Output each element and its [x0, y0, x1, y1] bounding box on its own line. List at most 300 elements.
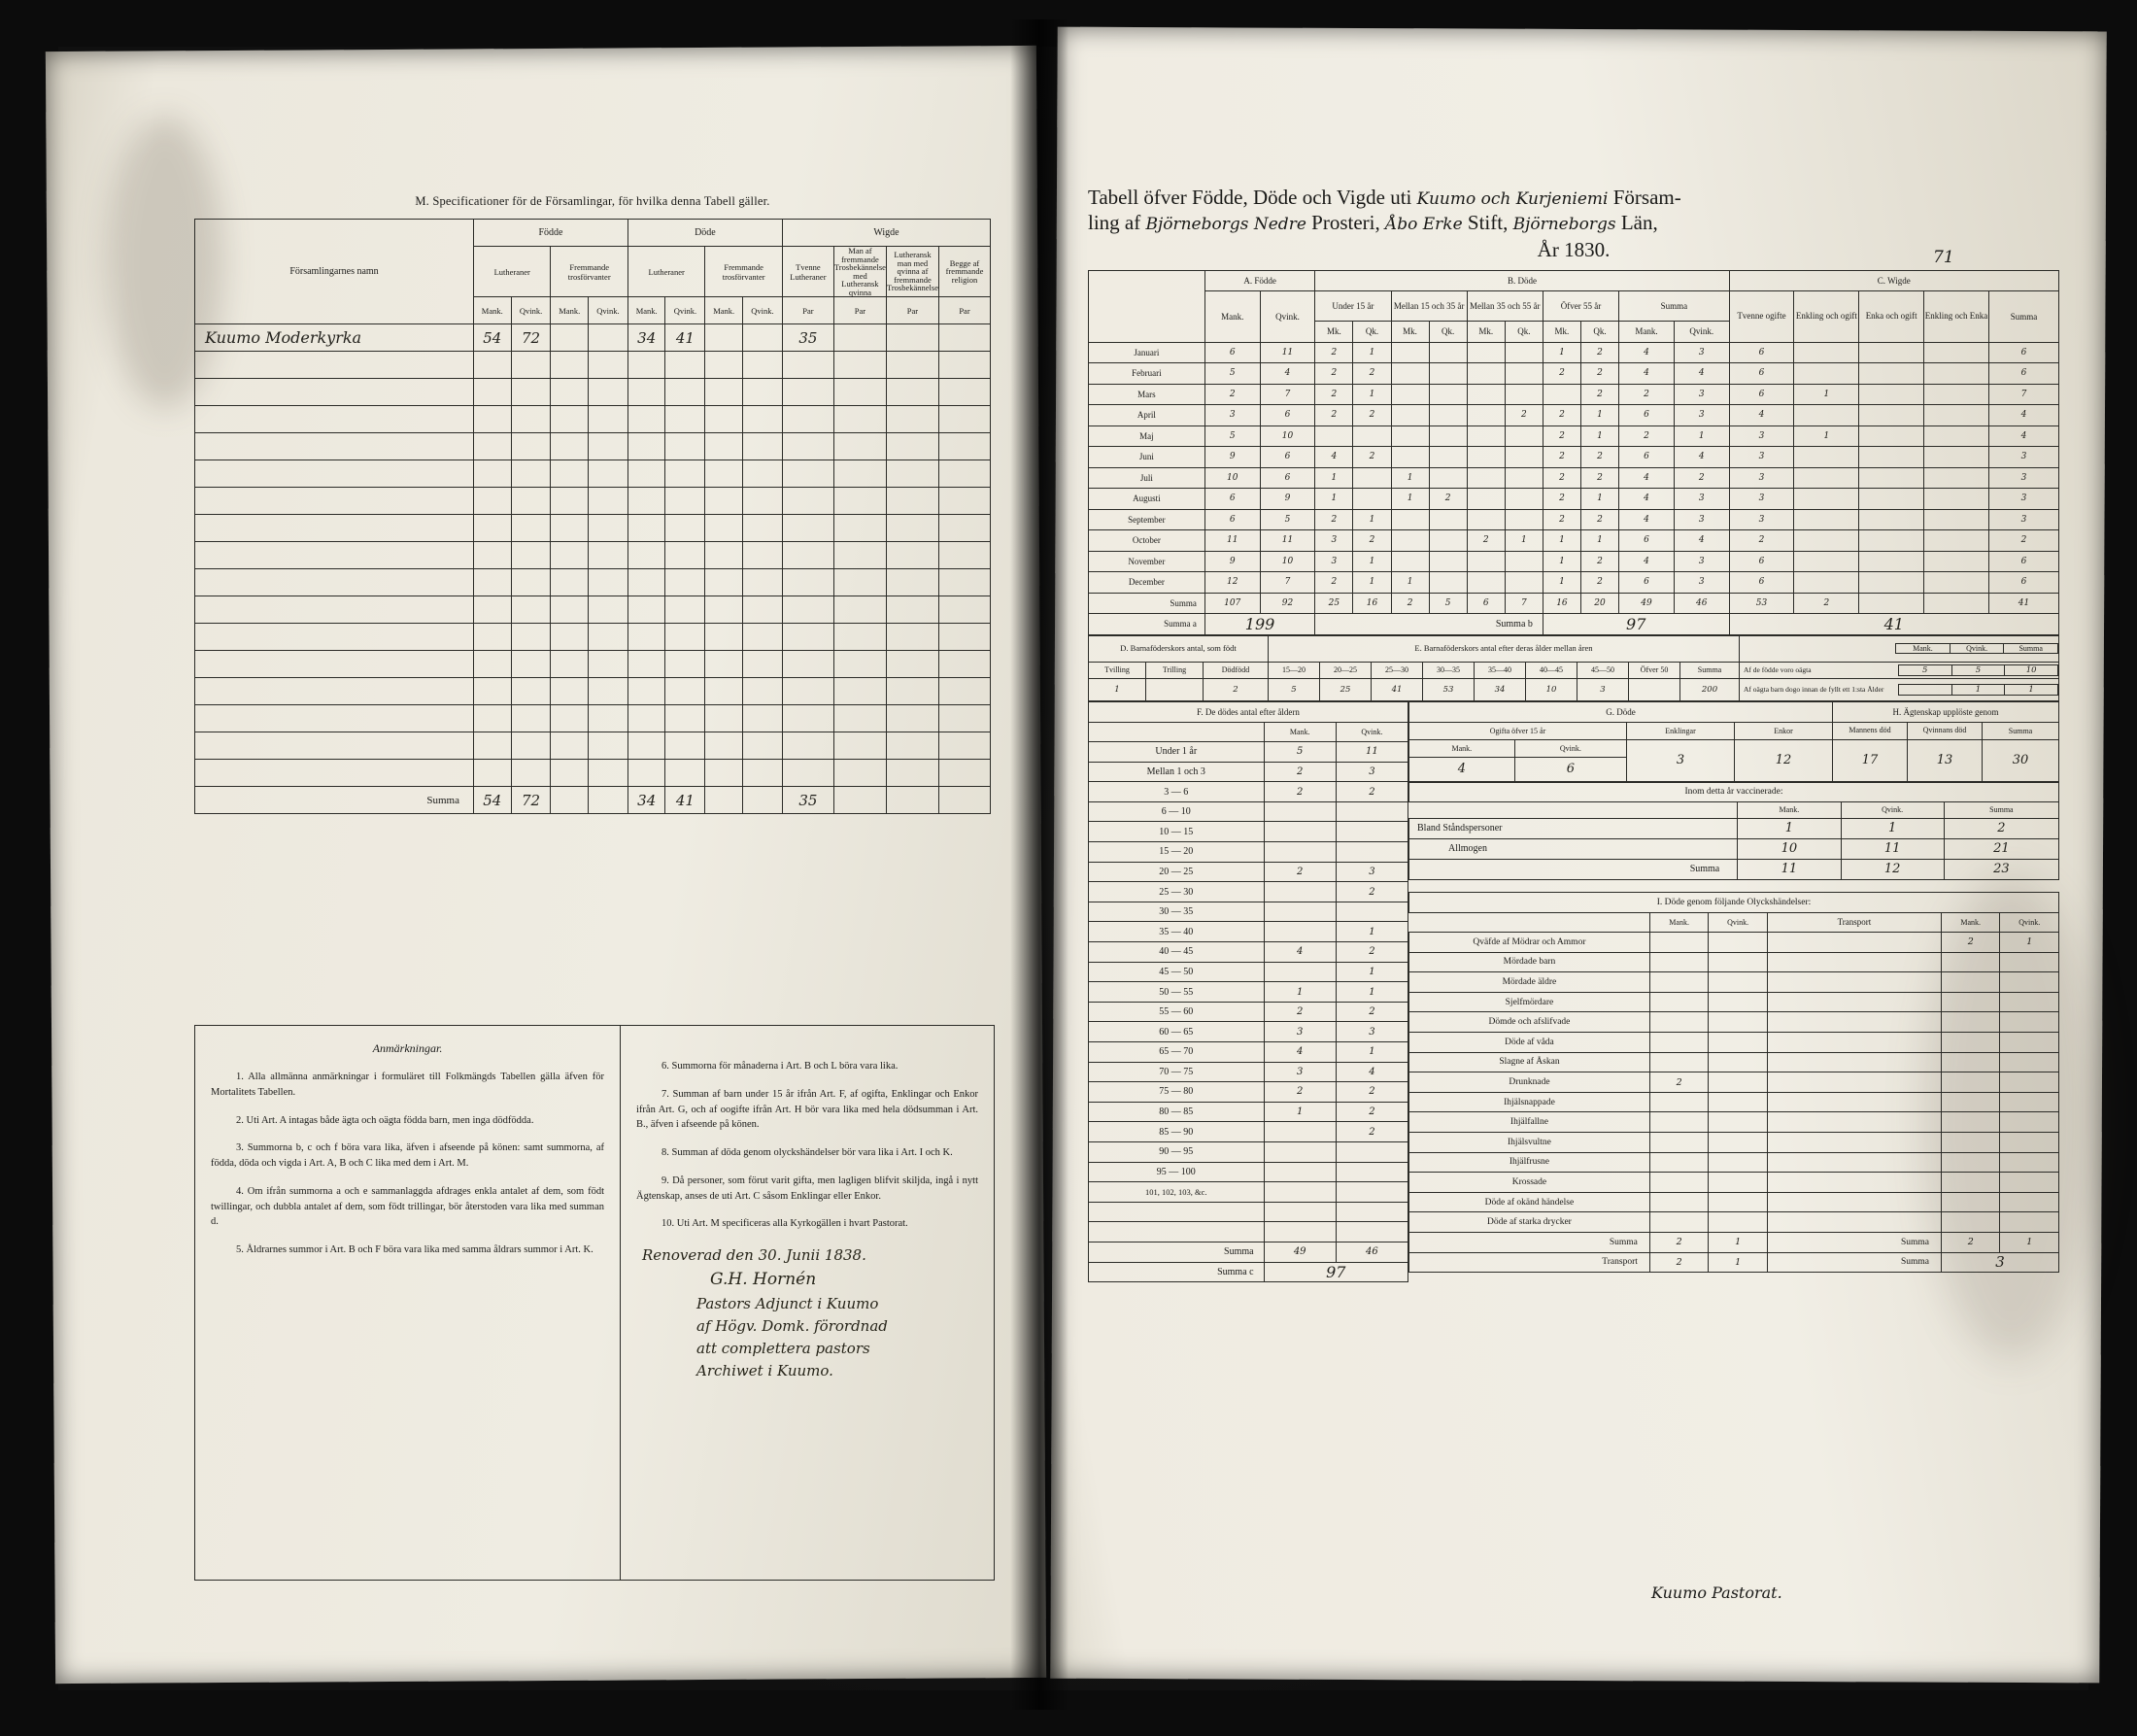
- e-val-8: [1629, 678, 1680, 700]
- f-m: [1264, 882, 1336, 902]
- month-label: December: [1089, 572, 1205, 594]
- oagta-row1-label: Af de födde voro oägta: [1744, 664, 1812, 674]
- cell-d6: [1505, 572, 1543, 594]
- cell-d8: 2: [1580, 551, 1618, 572]
- specification-table: [194, 219, 991, 814]
- cell-d8: 1: [1580, 405, 1618, 426]
- cell: [833, 624, 886, 651]
- cell-w4: [1924, 509, 1989, 530]
- i-row: [1409, 1173, 2059, 1193]
- right-page-content: [1088, 185, 2059, 1282]
- cell: [742, 488, 782, 515]
- f-row: [1089, 801, 1408, 822]
- f-row: [1089, 1022, 1408, 1042]
- cell: [474, 732, 512, 760]
- cell: [551, 596, 589, 624]
- cell: [665, 651, 705, 678]
- month-label: Maj: [1089, 425, 1205, 447]
- i-right-m: [1942, 1192, 2000, 1212]
- i-right-label: [1767, 1212, 1941, 1233]
- f-row: [1089, 1102, 1408, 1122]
- f-row: [1089, 1042, 1408, 1063]
- i-transport-m: 2: [1942, 933, 2000, 953]
- cell-d2: 2: [1353, 530, 1391, 552]
- f-row: [1089, 842, 1408, 863]
- cell: [705, 569, 743, 596]
- month-label: Juli: [1089, 467, 1205, 489]
- cell-d8: 1: [1580, 530, 1618, 552]
- cell: [742, 542, 782, 569]
- cell: [833, 569, 886, 596]
- f-m: 4: [1264, 1042, 1336, 1063]
- row-fodde-frem-m: [551, 324, 589, 352]
- header-par-2: Par: [833, 297, 886, 324]
- cell: [742, 379, 782, 406]
- cell: [551, 460, 589, 488]
- cell: [195, 542, 474, 569]
- group-b-header: B. Döde: [1315, 270, 1729, 291]
- cell-w3: [1859, 467, 1924, 489]
- cell-sum-m: 4: [1619, 363, 1675, 385]
- cell-fodde-m: 6: [1204, 342, 1260, 363]
- cell-d6: [1505, 509, 1543, 530]
- cell: [886, 705, 938, 732]
- cell: [511, 651, 551, 678]
- header-wigde-enkling-enka: Enkling och Enka: [1924, 291, 1989, 343]
- i-transport-row: [1409, 1252, 2059, 1273]
- vacc-summa-s: 23: [1944, 859, 2058, 879]
- i-m: [1649, 992, 1708, 1012]
- cell-w-sum: 6: [1988, 342, 2058, 363]
- cell-w3: [1859, 572, 1924, 594]
- cell-fodde-m: 6: [1204, 509, 1260, 530]
- cell-d4: [1429, 363, 1467, 385]
- f-empty-m: [1264, 1222, 1336, 1242]
- cell: [742, 705, 782, 732]
- f-m: [1264, 822, 1336, 842]
- f-age-label: 85 — 90: [1089, 1122, 1265, 1142]
- cell: [665, 569, 705, 596]
- cell-sum-k: 3: [1674, 572, 1729, 594]
- summa-row: [195, 787, 991, 814]
- cell-d8: 2: [1580, 572, 1618, 594]
- cell-d6: [1505, 467, 1543, 489]
- i-label: Döde af våda: [1409, 1033, 1650, 1053]
- summa-fodde-luth-m: 54: [474, 787, 512, 814]
- cell: [589, 433, 628, 460]
- summa-b-value: 97: [1543, 614, 1729, 635]
- f-k: 2: [1336, 882, 1408, 902]
- cell-d5: [1467, 509, 1505, 530]
- cell-d7: 2: [1543, 425, 1580, 447]
- title-handwritten-parish: Kuumo och Kurjeniemi: [1416, 189, 1609, 209]
- cell-w1: 3: [1729, 447, 1794, 468]
- cell-w-sum: 4: [1988, 425, 2058, 447]
- cell: [195, 515, 474, 542]
- vacc-summa-m: 11: [1738, 859, 1841, 879]
- cell-w2: [1794, 363, 1859, 385]
- cell-fodde-k: 10: [1260, 425, 1315, 447]
- cell: [665, 760, 705, 787]
- cell: [474, 379, 512, 406]
- f-k: 4: [1336, 1062, 1408, 1082]
- f-age-label: 65 — 70: [1089, 1042, 1265, 1063]
- cell-d1: 2: [1315, 509, 1353, 530]
- f-row: [1089, 1082, 1408, 1103]
- header-fodde-fremmande: Fremmande trosförvanter: [551, 247, 628, 297]
- cell-d3: 1: [1391, 572, 1429, 594]
- cell: [511, 732, 551, 760]
- cell-d2: 1: [1353, 342, 1391, 363]
- header-wigde-summa: Summa: [1988, 291, 2058, 343]
- cell: [742, 406, 782, 433]
- cell-w4: [1924, 447, 1989, 468]
- i-transport-bottom-m: 2: [1649, 1252, 1708, 1273]
- i-m: [1649, 933, 1708, 953]
- f-m: 4: [1264, 942, 1336, 963]
- month-label: October: [1089, 530, 1205, 552]
- i-col-mank: Mank.: [1649, 912, 1708, 933]
- table-row: [195, 705, 991, 732]
- cell-d4: [1429, 551, 1467, 572]
- cell: [705, 406, 743, 433]
- cell-d1: 2: [1315, 342, 1353, 363]
- cell: [665, 705, 705, 732]
- month-label: Mars: [1089, 384, 1205, 405]
- signature-line-5: att complettera pastors: [696, 1340, 870, 1358]
- f-k: 1: [1336, 962, 1408, 982]
- d-val-trilling: [1146, 678, 1204, 700]
- oagta-row1-m: 5: [1898, 664, 1951, 675]
- summa-wigde-bagge: [939, 787, 991, 814]
- f-age-label: 20 — 25: [1089, 862, 1265, 882]
- cell-w1: 4: [1729, 405, 1794, 426]
- cell: [886, 732, 938, 760]
- i-summa-left-m: 2: [1649, 1233, 1708, 1253]
- cell: [551, 406, 589, 433]
- i-right-k: [2000, 992, 2059, 1012]
- i-m: [1649, 1192, 1708, 1212]
- i-label: Döde af okänd händelse: [1409, 1192, 1650, 1212]
- cell: [511, 488, 551, 515]
- cell-fodde-k: 9: [1260, 489, 1315, 510]
- i-summa-label: Summa: [1409, 1233, 1650, 1253]
- header-qk-3555: Qk.: [1505, 322, 1543, 343]
- cell: [705, 379, 743, 406]
- summa-a-label: Summa a: [1089, 614, 1205, 635]
- summa-dode-frem-m: [705, 787, 743, 814]
- summa-a-value: 199: [1204, 614, 1315, 635]
- cell: [628, 379, 665, 406]
- f-row: [1089, 1002, 1408, 1022]
- f-k: 3: [1336, 862, 1408, 882]
- cell: [474, 433, 512, 460]
- cell: [742, 433, 782, 460]
- cell: [551, 760, 589, 787]
- cell-w4: [1924, 363, 1989, 385]
- group-c-header: C. Wigde: [1729, 270, 2058, 291]
- cell: [628, 705, 665, 732]
- oagta-row2-m: [1898, 684, 1951, 695]
- cell-fodde-m: 5: [1204, 425, 1260, 447]
- vacc-label-allmogen: Allmogen: [1409, 838, 1738, 859]
- cell-w2: 1: [1794, 425, 1859, 447]
- cell: [886, 596, 938, 624]
- header-fodde-qvink: Qvink.: [1260, 291, 1315, 343]
- g-title: G. Döde: [1409, 701, 1833, 722]
- block-e-title: E. Barnaföderskors antal efter deras ålder mellan åren: [1269, 635, 1740, 662]
- cell-sum-m: 6: [1619, 572, 1675, 594]
- i-summa-label-right: Summa: [1767, 1233, 1941, 1253]
- f-summa-row: [1089, 1242, 1408, 1262]
- header-wigde-enka-ogift: Enka och ogift: [1859, 291, 1924, 343]
- cell-d7: 1: [1543, 342, 1580, 363]
- vaccination-table: [1408, 782, 2059, 880]
- g-val-k: 6: [1514, 757, 1626, 781]
- f-m: [1264, 1182, 1336, 1203]
- cell: [628, 651, 665, 678]
- f-row: [1089, 782, 1408, 802]
- summa-wigde-man: [833, 787, 886, 814]
- cell: [886, 760, 938, 787]
- cell: [782, 651, 833, 678]
- cell: [195, 406, 474, 433]
- cell-d4: [1429, 572, 1467, 594]
- title-part-5: Stift,: [1467, 211, 1509, 235]
- cell-w1: 3: [1729, 425, 1794, 447]
- f-age-label: 80 — 85: [1089, 1102, 1265, 1122]
- month-label: Januari: [1089, 342, 1205, 363]
- signature-line-3: Pastors Adjunct i Kuumo: [696, 1294, 879, 1312]
- title-part-2: Försam-: [1612, 186, 1681, 209]
- cell: [474, 406, 512, 433]
- cell: [939, 379, 991, 406]
- oagta-row2-s: 1: [2005, 684, 2058, 695]
- summa-c-value: 41: [1729, 614, 2058, 635]
- signature-line-2: G.H. Hornén: [710, 1270, 817, 1290]
- oagta-row1-k: 5: [1951, 664, 2005, 675]
- block-f: [1088, 701, 1408, 1283]
- f-k: [1336, 822, 1408, 842]
- cell-w-sum: 7: [1988, 384, 2058, 405]
- f-m: [1264, 1122, 1336, 1142]
- row-dode-frem-m: [705, 324, 743, 352]
- e-val-summa: 200: [1680, 678, 1740, 700]
- f-age-label: 35 — 40: [1089, 922, 1265, 942]
- cell: [589, 760, 628, 787]
- cell-d3: [1391, 363, 1429, 385]
- h-val-mannens: 17: [1833, 739, 1908, 781]
- month-row: [1089, 551, 2059, 572]
- cell: [939, 651, 991, 678]
- cell: [833, 406, 886, 433]
- summa-w-sum: 41: [1988, 593, 2058, 614]
- cell: [589, 732, 628, 760]
- table-row: [195, 324, 991, 352]
- cell: [474, 678, 512, 705]
- f-row: [1089, 982, 1408, 1003]
- cell: [705, 488, 743, 515]
- f-age-label: 40 — 45: [1089, 942, 1265, 963]
- summa-dode-luth-m: 34: [628, 787, 665, 814]
- i-right-m: [1942, 1052, 2000, 1072]
- f-row: [1089, 742, 1408, 763]
- h-val-summa: 30: [1983, 739, 2059, 781]
- i-right-m: [1942, 952, 2000, 972]
- cell: [511, 760, 551, 787]
- cell-w2: [1794, 489, 1859, 510]
- vacc-row: [1409, 818, 2059, 838]
- f-age-label: 25 — 30: [1089, 882, 1265, 902]
- i-right-m: [1942, 1033, 2000, 1053]
- f-row: [1089, 862, 1408, 882]
- cell-w4: [1924, 342, 1989, 363]
- oagta-header: [1740, 635, 2059, 662]
- cell-w3: [1859, 425, 1924, 447]
- month-label: September: [1089, 509, 1205, 530]
- cell: [742, 515, 782, 542]
- i-right-m: [1942, 1212, 2000, 1233]
- signature-line-6: Archiwet i Kuumo.: [696, 1362, 833, 1380]
- cell-fodde-k: 10: [1260, 551, 1315, 572]
- g-val-enklingar: 3: [1627, 739, 1735, 781]
- i-right-m: [1942, 972, 2000, 993]
- cell-sum-m: 4: [1619, 342, 1675, 363]
- cell-d5: [1467, 342, 1505, 363]
- cell-w4: [1924, 572, 1989, 594]
- f-age-label: 15 — 20: [1089, 842, 1265, 863]
- header-mk-3555: Mk.: [1467, 322, 1505, 343]
- header-fodde-lutheraner: Lutheraner: [474, 247, 551, 297]
- cell: [833, 760, 886, 787]
- i-right-k: [2000, 972, 2059, 993]
- i-right-label: [1767, 1092, 1941, 1112]
- i-right-m: [1942, 1112, 2000, 1133]
- cell-d8: 1: [1580, 489, 1618, 510]
- summa-sum-m: 49: [1619, 593, 1675, 614]
- i-label: Drunknade: [1409, 1072, 1650, 1093]
- cell-d4: [1429, 530, 1467, 552]
- cell: [705, 515, 743, 542]
- cell-d4: [1429, 384, 1467, 405]
- cell: [782, 624, 833, 651]
- cell: [195, 460, 474, 488]
- vacc-summa-label: Summa: [1409, 859, 1738, 879]
- cell-w1: 3: [1729, 467, 1794, 489]
- summa-dode-luth-k: 41: [665, 787, 705, 814]
- cell-w2: [1794, 447, 1859, 468]
- header-mk-o55: Mk.: [1543, 322, 1580, 343]
- i-right-m: [1942, 1012, 2000, 1033]
- cell-fodde-m: 3: [1204, 405, 1260, 426]
- i-right-k: [2000, 1152, 2059, 1173]
- summa-label: Summa: [195, 787, 474, 814]
- header-dode-summa: Summa: [1619, 291, 1730, 322]
- month-row: [1089, 447, 2059, 468]
- cell: [782, 515, 833, 542]
- page-edge-bottom: [0, 1690, 2137, 1736]
- vacc-allm-k: 11: [1841, 838, 1944, 859]
- note-3: 3. Summorna b, c och f böra vara lika, äfven i afseende på könen: samt summorna, af födda, döda och vigda i Art. A, B och C lika med dem i Art. M.: [211, 1142, 604, 1169]
- month-label: Juni: [1089, 447, 1205, 468]
- cell: [511, 515, 551, 542]
- header-wigde: Wigde: [782, 220, 990, 247]
- cell: [195, 732, 474, 760]
- f-empty-k: [1336, 1202, 1408, 1222]
- cell: [782, 542, 833, 569]
- f-summa-c-value: 97: [1264, 1262, 1408, 1282]
- cell-fodde-m: 9: [1204, 551, 1260, 572]
- cell: [742, 732, 782, 760]
- f-row: [1089, 1122, 1408, 1142]
- f-age-label: 45 — 50: [1089, 962, 1265, 982]
- i-row: [1409, 1212, 2059, 1233]
- i-label: Krossade: [1409, 1173, 1650, 1193]
- i-right-label: [1767, 1133, 1941, 1153]
- title-part-1: Tabell öfver Födde, Döde och Vigde uti: [1088, 186, 1412, 209]
- cell-w-sum: 3: [1988, 467, 2058, 489]
- f-row: [1089, 882, 1408, 902]
- f-k: [1336, 902, 1408, 922]
- cell-sum-m: 2: [1619, 425, 1675, 447]
- i-right-k: [2000, 952, 2059, 972]
- cell-w2: [1794, 551, 1859, 572]
- cell: [551, 732, 589, 760]
- title-part-6: Län,: [1620, 211, 1658, 235]
- cell-d1: 1: [1315, 489, 1353, 510]
- cell-d3: [1391, 342, 1429, 363]
- cell-d1: 3: [1315, 530, 1353, 552]
- f-m: 3: [1264, 1022, 1336, 1042]
- signature-line-1: Renoverad den 30. Junii 1838.: [642, 1246, 866, 1264]
- g-sub-qvink: Qvink.: [1514, 739, 1626, 757]
- cell: [551, 542, 589, 569]
- row-wigde-bagge: [939, 324, 991, 352]
- cell-d8: 2: [1580, 467, 1618, 489]
- cell-d1: [1315, 425, 1353, 447]
- year-label: År 1830.: [1537, 237, 1611, 261]
- cell-d8: 1: [1580, 425, 1618, 447]
- cell: [628, 760, 665, 787]
- cell: [782, 596, 833, 624]
- f-row: [1089, 1182, 1408, 1203]
- f-m: 2: [1264, 1082, 1336, 1103]
- cell: [511, 569, 551, 596]
- note-10: 10. Uti Art. M specificeras alla Kyrkogällen i hvart Pastorat.: [661, 1218, 908, 1230]
- i-k: [1709, 1072, 1767, 1093]
- cell: [833, 596, 886, 624]
- cell-sum-m: 4: [1619, 551, 1675, 572]
- row-fodde-frem-k: [589, 324, 628, 352]
- f-row: [1089, 822, 1408, 842]
- i-right-k: [2000, 1033, 2059, 1053]
- cell-w-sum: 3: [1988, 447, 2058, 468]
- i-right-label: [1767, 1112, 1941, 1133]
- header-wigde-tvenne-ogifte: Tvenne ogifte: [1729, 291, 1794, 343]
- header-parish-name: Församlingarnes namn: [195, 220, 474, 324]
- i-col-mank-2: Mank.: [1942, 912, 2000, 933]
- cell-sum-m: 4: [1619, 509, 1675, 530]
- vacc-summa-k: 12: [1841, 859, 1944, 879]
- table-row: [195, 542, 991, 569]
- cell: [589, 460, 628, 488]
- f-empty-m: [1264, 1202, 1336, 1222]
- header-dode-15-35: Mellan 15 och 35 år: [1391, 291, 1467, 322]
- i-k: [1709, 1092, 1767, 1112]
- f-row: [1089, 1222, 1408, 1242]
- cell: [589, 678, 628, 705]
- i-k: [1709, 1033, 1767, 1053]
